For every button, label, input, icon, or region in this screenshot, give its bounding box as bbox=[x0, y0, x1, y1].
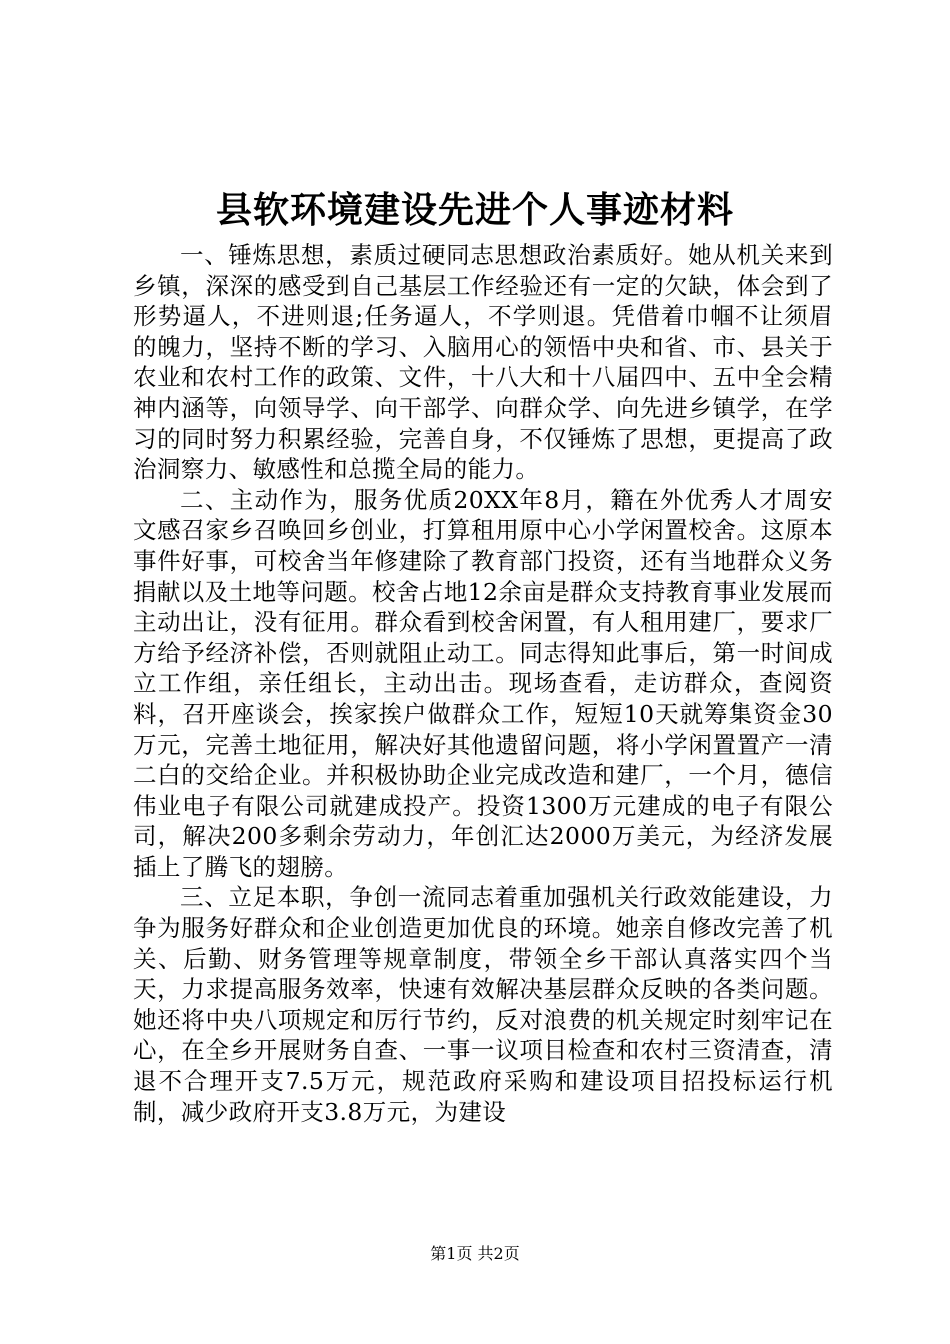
document-body bbox=[133, 240, 833, 1127]
page-footer: 第1页 共2页 bbox=[430, 1244, 520, 1263]
paragraph-3: 三、立足本职，争创一流同志着重加强机关行政效能建设，力争为服务好群众和企业创造更加优良的环境。她亲自修改完善了机关、后勤、财务管理等规章制度，带领全乡干部认真落实四个当天，力求提高服务效率，快速有效解决基层群众反映的各类问题。她还将中央八项规定和厉行节约，反对浪费的机关规定时刻牢记在心，在全乡开展财务自查、一事一议项目检查和农村三资清查，清退不合理开支7.5万元，规范政府采购和建设项目招投标运行机制，减少政府开支3.8万元，为建设 bbox=[133, 883, 833, 1126]
paragraph-1: 一、锤炼思想，素质过硬同志思想政治素质好。她从机关来到乡镇，深深的感受到自己基层工作经验还有一定的欠缺，体会到了形势逼人，不进则退;任务逼人，不学则退。凭借着巾帼不让须眉的魄力，坚持不断的学习、入脑用心的领悟中央和省、市、县关于农业和农村工作的政策、文件，十八大和十八届四中、五中全会精神内涵等，向领导学、向干部学、向群众学、向先进乡镇学，在学习的同时努力积累经验，完善自身，不仅锤炼了思想，更提高了政治洞察力、敏感性和总揽全局的能力。 bbox=[133, 241, 833, 484]
paragraph-2: 二、主动作为，服务优质20XX年8月，籍在外优秀人才周安文感召家乡召唤回乡创业，打算租用原中心小学闲置校舍。这原本事件好事，可校舍当年修建除了教育部门投资，还有当地群众义务捐献以及土地等问题。校舍占地12余亩是群众支持教育事业发展而主动出让，没有征用。群众看到校舍闲置，有人租用建厂，要求厂方给予经济补偿，否则就阻止动工。同志得知此事后，第一时间成立工作组，亲任组长，主动出击。现场查看，走访群众，查阅资料，召开座谈会，挨家挨户做群众工作，短短10天就筹集资金30万元，完善土地征用，解决好其他遗留问题，将小学闲置置产一清二白的交给企业。并积极协助企业完成改造和建厂，一个月，德信伟业电子有限公司就建成投产。投资1300万元建成的电子有限公司，解决200多剩余劳动力，年创汇达2000万美元，为经济发展插上了腾飞的翅膀。 bbox=[133, 485, 833, 881]
document-title: 县软环境建设先进个人事迹材料 bbox=[215, 189, 734, 231]
